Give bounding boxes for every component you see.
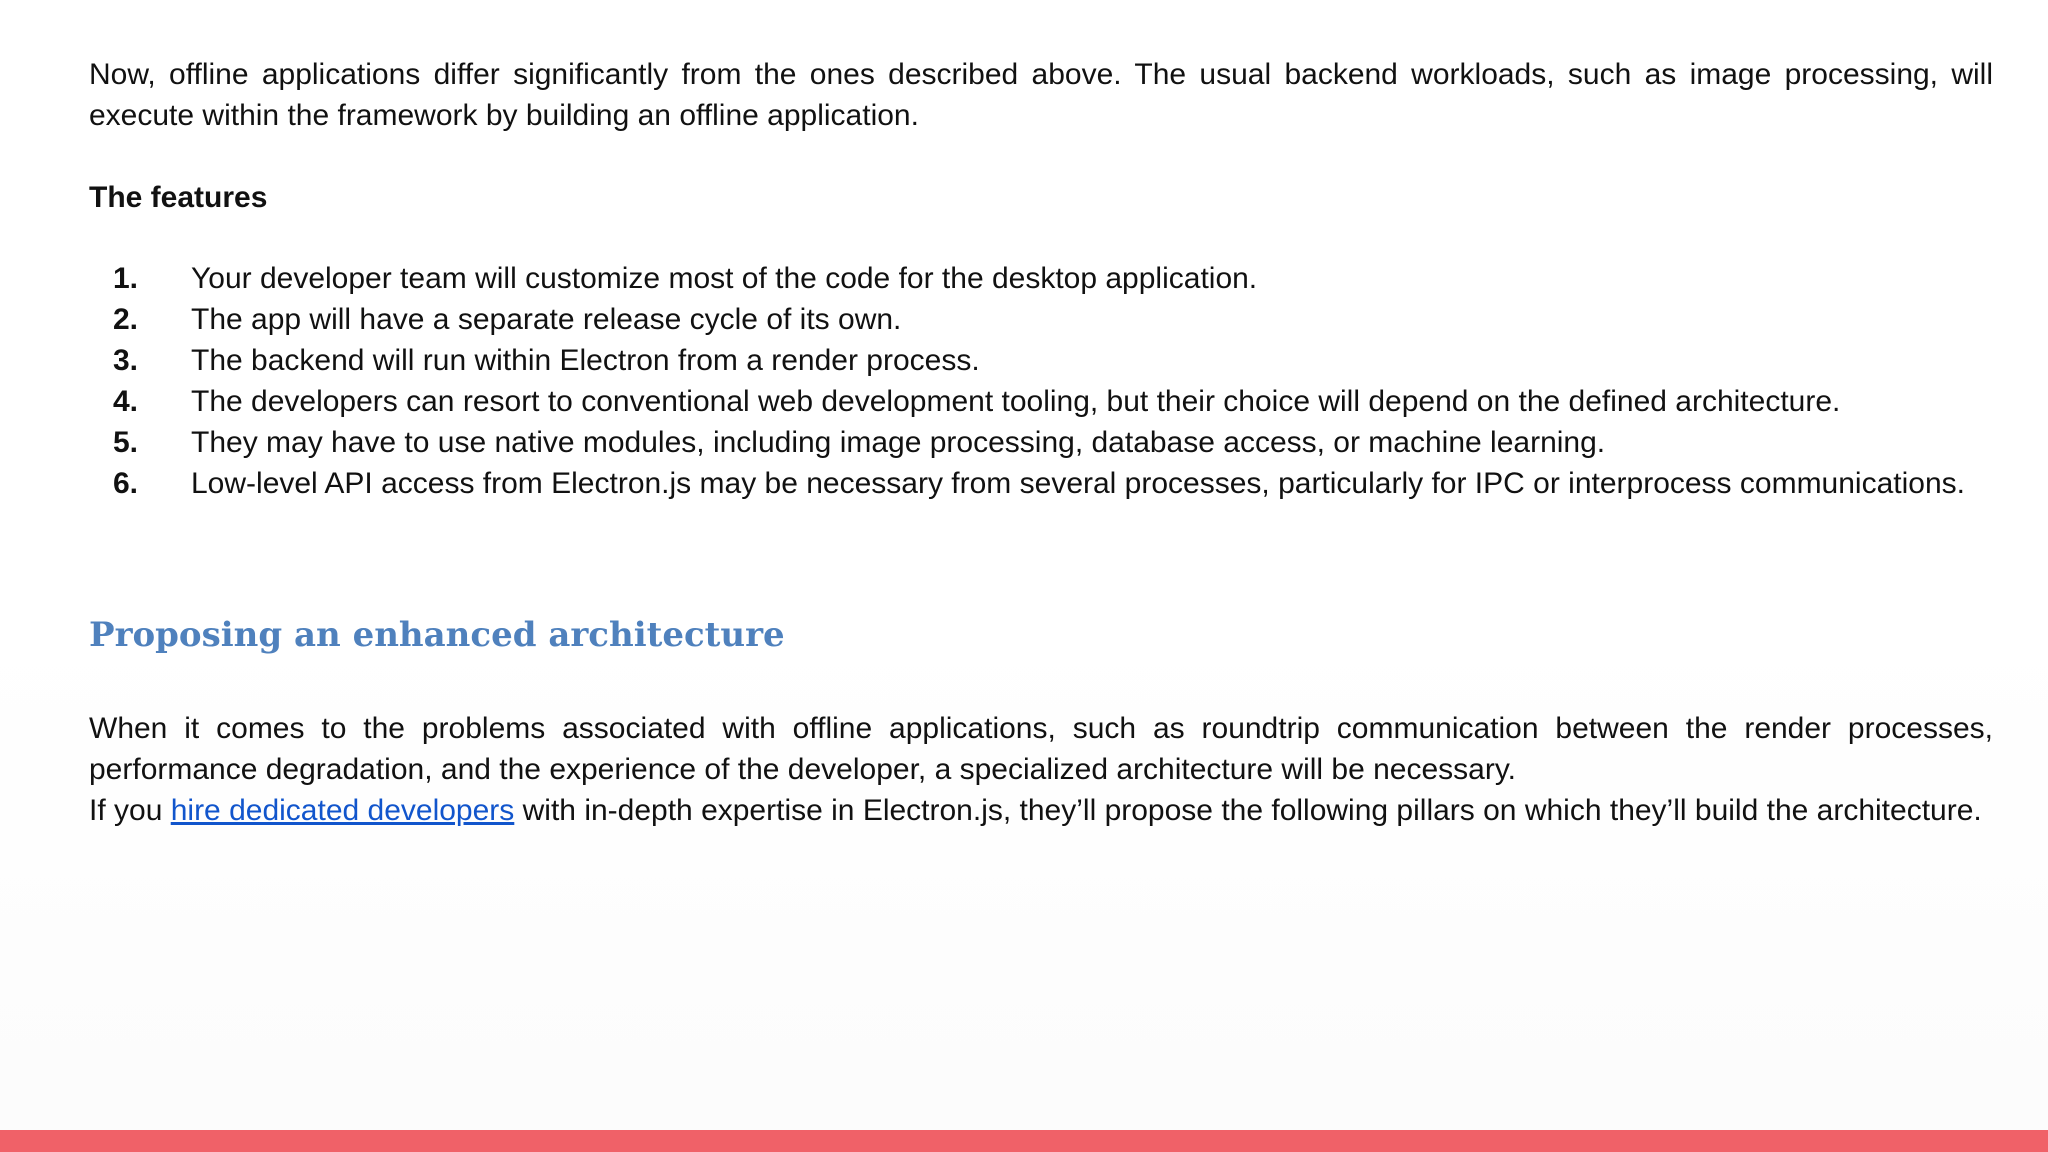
list-item [89, 463, 1993, 504]
list-item-text: They may have to use native modules, including image processing, database access, or machine learning. [191, 426, 1606, 459]
list-item [89, 299, 1993, 340]
list-item-number: 1. [113, 262, 139, 295]
list-item [89, 422, 1993, 463]
list-item [89, 381, 1993, 422]
features-heading: The features [89, 181, 268, 214]
hire-developers-link[interactable]: hire dedicated developers [170, 794, 515, 827]
list-item-text: The developers can resort to conventional web development tooling, but their choice will depend on the defined architecture. [191, 385, 1841, 418]
section-title: Proposing an enhanced architecture [89, 615, 785, 655]
list-item-text: Low-level API access from Electron.js may be necessary from several processes, particularly for IPC or interprocess communications. [191, 467, 1965, 500]
list-item-number: 4. [113, 385, 139, 418]
features-list [89, 258, 1993, 504]
list-item-number: 2. [113, 303, 139, 336]
intro-paragraph: Now, offline applications differ significantly from the ones described above. The usual backend workloads, such as image processing, will execute within the framework by building an offline application. [89, 58, 1993, 132]
bottom-accent-bar [0, 1130, 2048, 1152]
list-item-number: 6. [113, 467, 139, 500]
hire-paragraph-lead: If you [89, 794, 171, 827]
list-item-number: 5. [113, 426, 139, 459]
list-item-text: The backend will run within Electron from a render process. [191, 344, 980, 377]
hire-paragraph [89, 790, 1993, 831]
list-item [89, 340, 1993, 381]
list-item-text: The app will have a separate release cycle of its own. [191, 303, 902, 336]
list-item-text: Your developer team will customize most of the code for the desktop application. [191, 262, 1258, 295]
hire-paragraph-rest: with in-depth expertise in Electron.js, they’ll propose the following pillars on which they’ll build the architecture. [514, 794, 1982, 827]
list-item-number: 3. [113, 344, 139, 377]
list-item [89, 258, 1993, 299]
section-paragraph: When it comes to the problems associated with offline applications, such as roundtrip communication between the render processes, performance degradation, and the experience of the developer, a specialized architecture will be necessary. [89, 712, 1993, 786]
